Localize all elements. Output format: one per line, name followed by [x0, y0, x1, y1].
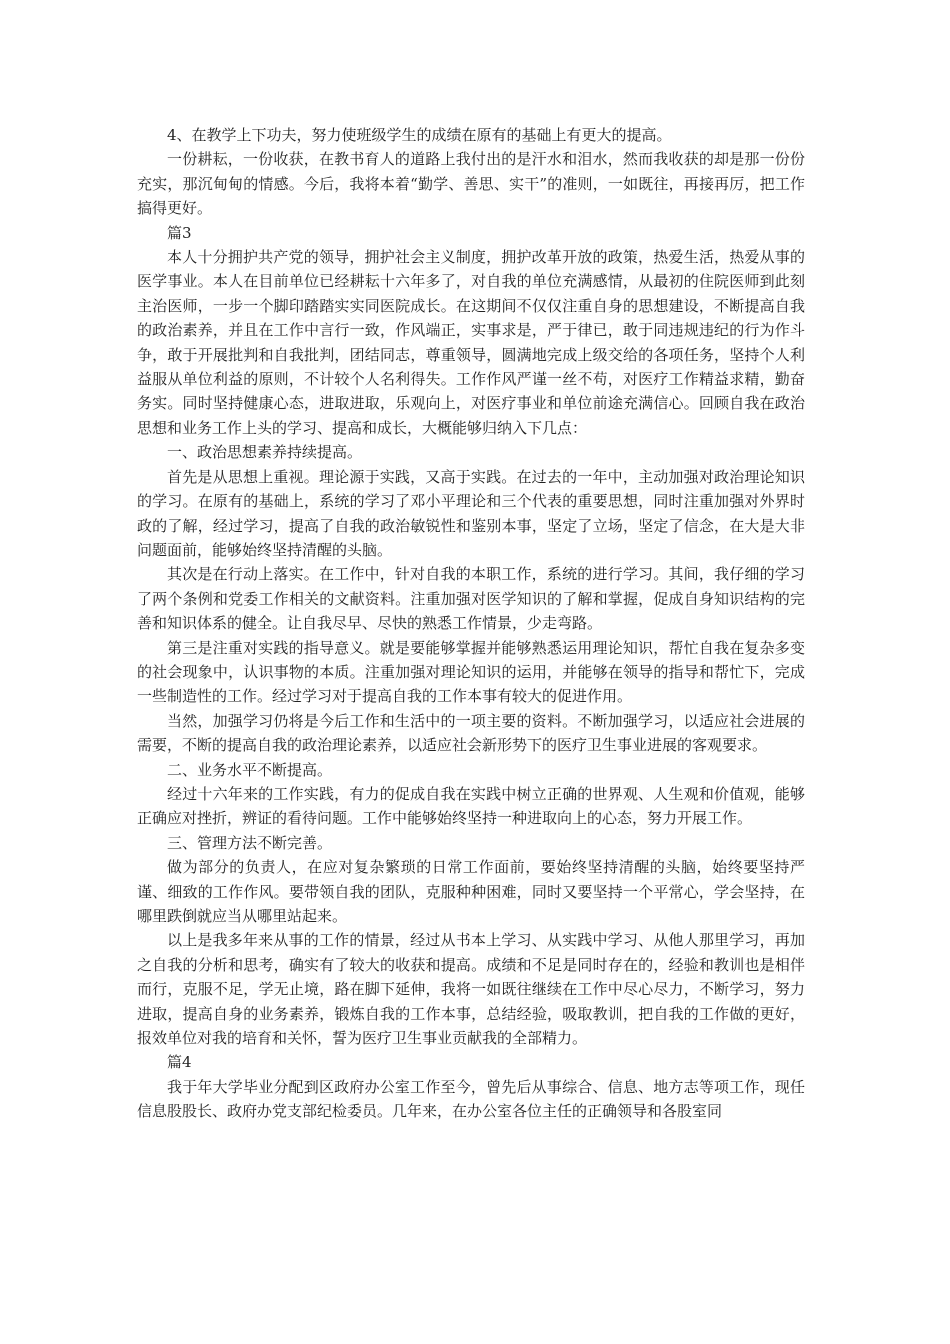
paragraph: 首先是从思想上重视。理论源于实践，又高于实践。在过去的一年中，主动加强对政治理论知识的学习。在原有的基础上，系统的学习了邓小平理论和三个代表的重要思想，同时注重加强对外界时政的了解，经过学习，提高了自我的政治敏锐性和鉴别本事，坚定了立场，坚定了信念，在大是大非问题面前，能够始终坚持清醒的头脑。: [137, 467, 805, 559]
paragraph: 4、在教学上下功夫，努力使班级学生的成绩在原有的基础上有更大的提高。: [167, 126, 672, 144]
paragraph: 当然，加强学习仍将是今后工作和生活中的一项主要的资料。不断加强学习，以适应社会进展的需要，不断的提高自我的政治理论素养，以适应社会新形势下的医疗卫生事业进展的客观要求。: [137, 711, 805, 755]
paragraph: 我于年大学毕业分配到区政府办公室工作至今，曾先后从事综合、信息、地方志等项工作，现任信息股股长、政府办党支部纪检委员。几年来，在办公室各位主任的正确领导和各股室同: [137, 1077, 805, 1121]
paragraph: 本人十分拥护共产党的领导，拥护社会主义制度，拥护改革开放的政策，热爱生活，热爱从事的医学事业。本人在目前单位已经耕耘十六年多了，对自我的单位充满感情，从最初的住院医师到此刻主治医师，一步一个脚印踏踏实实同医院成长。在这期间不仅仅注重自身的思想建设，不断提高自我的政治素养，并且在工作中言行一致，作风端正，实事求是，严于律已，敢于同违规违纪的行为作斗争，敢于开展批判和自我批判，团结同志，尊重领导，圆满地完成上级交给的各项任务，坚持个人利益服从单位利益的原则，不计较个人名利得失。工作作风严谨一丝不苟，对医疗工作精益求精，勤奋务实。同时坚持健康心态，进取进取，乐观向上，对医疗事业和单位前途充满信心。回顾自我在政治思想和业务工作上头的学习、提高和成长，大概能够归纳入下几点：: [137, 248, 805, 437]
subheading: 一、政治思想素养持续提高。: [167, 443, 363, 462]
paragraph: 做为部分的负责人，在应对复杂繁琐的日常工作面前，要始终坚持清醒的头脑，始终要坚持严谨、细致的工作作风。要带领自我的团队，克服种种困难，同时又要坚持一个平常心，学会坚持，在哪里跌倒就应当从哪里站起来。: [137, 858, 805, 925]
paragraph: 第三是注重对实践的指导意义。就是要能够掌握并能够熟悉运用理论知识，帮忙自我在复杂多变的社会现象中，认识事物的本质。注重加强对理论知识的运用，并能够在领导的指导和帮忙下，完成一些制造性的工作。经过学习对于提高自我的工作本事有较大的促进作用。: [137, 638, 805, 706]
paragraph: 经过十六年来的工作实践，有力的促成自我在实践中树立正确的世界观、人生观和价值观，能够正确应对挫折，辨证的看待问题。工作中能够始终坚持一种进取向上的心态，努力开展工作。: [137, 784, 805, 828]
paragraph: 其次是在行动上落实。在工作中，针对自我的本职工作，系统的进行学习。其间，我仔细的学习了两个条例和党委工作相关的文献资料。注重加强对医学知识的了解和掌握，促成自身知识结构的完善和知识体系的健全。让自我尽早、尽快的熟悉工作情景，少走弯路。: [137, 565, 805, 633]
subheading: 二、业务水平不断提高。: [167, 760, 333, 779]
section-heading: 篇3: [167, 223, 192, 242]
paragraph: 一份耕耘，一份收获，在教书育人的道路上我付出的是汗水和泪水，然而我收获的却是那一份份充实，那沉甸甸的情感。今后，我将本着“勤学、善思、实干”的准则，一如既往，再接再厉，把工作搞得更好。: [137, 150, 805, 218]
subheading: 三、管理方法不断完善。: [167, 833, 333, 852]
section-heading: 篇4: [167, 1053, 192, 1072]
document-body: [137, 123, 805, 1124]
paragraph: 以上是我多年来从事的工作的情景，经过从书本上学习、从实践中学习、从他人那里学习，再加之自我的分析和思考，确实有了较大的收获和提高。成绩和不足是同时存在的，经验和教训也是相伴而行，克服不足，学无止境，路在脚下延伸，我将一如既往继续在工作中尽心尽力，不断学习，努力进取，提高自身的业务素养，锻炼自我的工作本事，总结经验，吸取教训，把自我的工作做的更好，报效单位对我的培育和关怀，誓为医疗卫生事业贡献我的全部精力。: [137, 931, 805, 1048]
